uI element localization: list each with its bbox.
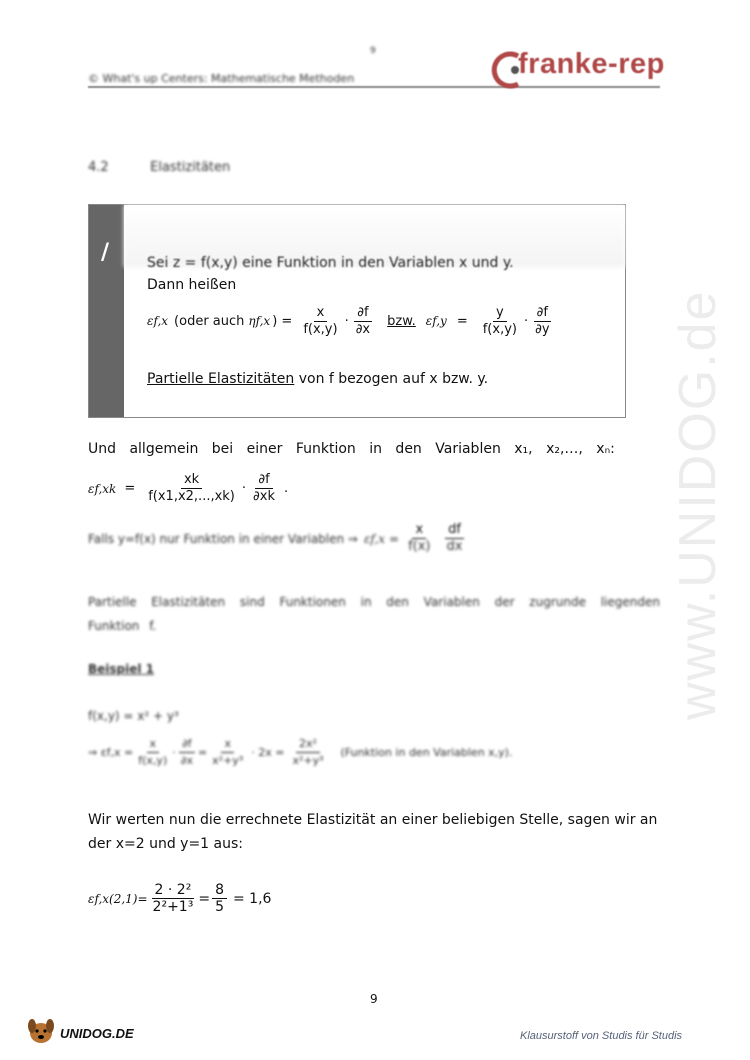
footer-tagline: Klausurstoff von Studis für Studis	[520, 1030, 683, 1042]
falls-eq: =	[389, 531, 400, 546]
general-formula	[88, 472, 288, 505]
frac-num: ∂f	[179, 736, 195, 753]
frac-num: ∂f	[354, 305, 371, 322]
epsilon-fxk: εf,xk	[88, 481, 117, 496]
header-page-number: 9	[370, 46, 376, 56]
definition-line-1: Sei z = f(x,y) eine Funktion in den Variablen x und y.	[147, 255, 514, 271]
fraction-xk-over-f	[145, 472, 238, 505]
section-title: Elastizitäten	[150, 160, 231, 175]
eq: =	[198, 890, 211, 907]
frac-num: ∂f	[255, 472, 272, 489]
close-eq: ) =	[272, 313, 293, 329]
frac-2	[178, 736, 196, 769]
frac-den: ∂y	[535, 321, 550, 337]
frac-den: f(x)	[408, 539, 431, 554]
frac-den: f(x,y)	[138, 754, 168, 767]
frac-num: 8	[212, 882, 227, 899]
oder-auch: (oder auch	[174, 313, 245, 329]
beispiel-heading: Beispiel 1	[88, 662, 155, 676]
dog-icon	[24, 1016, 58, 1046]
frac-num: x	[412, 522, 426, 539]
frac-den: 5	[215, 899, 224, 915]
implies: ⇒ εf,x =	[88, 746, 134, 759]
frac-den: ∂x	[180, 754, 193, 767]
frac-1	[135, 736, 170, 769]
frac-den: ∂xk	[253, 489, 275, 504]
dot: ·	[241, 481, 247, 496]
logo-label: UNIDOG.DE	[60, 1026, 134, 1041]
frac-den: x²+y³	[292, 754, 324, 767]
fraction-x-over-f	[300, 305, 340, 338]
eq: =	[197, 746, 208, 759]
falls-epsilon: εf,x	[363, 531, 386, 546]
eval-fraction-1	[150, 882, 197, 915]
partielle-elastizitaeten-line	[147, 371, 488, 387]
definition-marker-icon: /	[101, 239, 110, 265]
frac-num: 2x²	[296, 736, 320, 753]
eval-fraction-2	[212, 882, 227, 915]
section-heading	[88, 160, 230, 175]
definition-bar	[89, 205, 124, 417]
frac-den: f(x,y)	[482, 321, 517, 337]
frac-3	[209, 736, 246, 769]
page-number: 9	[370, 992, 378, 1006]
eval-result: = 1,6	[232, 890, 272, 907]
falls-fraction	[405, 522, 433, 555]
definition-box	[88, 204, 626, 418]
frac-num: x	[147, 736, 160, 753]
mid-term: · 2x =	[251, 746, 285, 759]
evaluation-formula	[88, 882, 271, 915]
falls-line	[88, 522, 467, 555]
dot: ·	[344, 313, 349, 329]
frac-num: y	[493, 305, 507, 322]
evaluation-paragraph: Wir werten nun die errechnete Elastizität an einer beliebigen Stelle, sagen wir an der x=2 und y=1 aus:	[88, 812, 658, 852]
general-intro: Und allgemein bei einer Funktion in den Variablen x₁, x₂,…, xₙ:	[88, 441, 615, 457]
frac-num: df	[445, 522, 464, 539]
frac-num: ∂f	[534, 305, 551, 322]
frac-num: x	[314, 305, 328, 322]
dot: ·	[523, 313, 529, 329]
frac-den: dx	[446, 539, 463, 554]
falls-derivative	[444, 522, 466, 555]
partial-elasticity-formula	[147, 299, 555, 343]
partielle-term: Partielle Elastizitäten	[147, 371, 295, 387]
eval-lhs: εf,x(2,1)=	[88, 891, 148, 906]
bzw-label: bzw.	[387, 313, 416, 329]
falls-text: Falls y=f(x) nur Funktion in einer Variablen ⇒	[88, 531, 358, 546]
frac-den: f(x1,x2,...,xk)	[148, 489, 235, 504]
dot: ·	[172, 746, 176, 759]
unidog-watermark: www.UNIDOG.de	[669, 289, 727, 720]
period: .	[283, 481, 289, 496]
eq: =	[124, 481, 136, 496]
beispiel-note: (Funktion in den Variablen x,y).	[340, 746, 513, 759]
fraction-partial-x	[353, 305, 373, 338]
beispiel-derivation	[88, 736, 512, 769]
beispiel-function: f(x,y) = x² + y³	[88, 709, 179, 723]
section-number: 4.2	[88, 160, 109, 175]
header-text: © What's up Centers: Mathematische Methoden	[88, 72, 355, 85]
epsilon-fx: εf,x	[147, 314, 169, 328]
frac-den: x²+y³	[212, 754, 244, 767]
eta-fx: ηf,x	[248, 314, 271, 328]
fraction-partial-y	[532, 305, 552, 338]
frac-num: 2 · 2²	[152, 882, 195, 899]
logo-text: franke-rep	[518, 48, 665, 80]
fraction-y-over-f	[480, 305, 520, 338]
eq: =	[456, 313, 468, 329]
frac-4	[289, 736, 326, 769]
partielle-rest: von f bezogen auf x bzw. y.	[298, 371, 489, 387]
franke-rep-logo	[490, 48, 665, 88]
fraction-partial-xk	[250, 472, 278, 505]
epsilon-fy: εf,y	[425, 314, 447, 328]
frac-den: 2²+1³	[152, 899, 194, 915]
definition-line-2: Dann heißen	[147, 277, 237, 293]
unidog-logo	[24, 1016, 154, 1048]
frac-den: ∂x	[355, 321, 371, 337]
frac-num: x	[221, 736, 234, 753]
frac-den: f(x,y)	[303, 321, 338, 337]
frac-num: xk	[181, 472, 202, 489]
partielle-paragraph: Partielle Elastizitäten sind Funktionen in den Variablen der zugrunde liegenden Funktion f.	[88, 595, 660, 633]
